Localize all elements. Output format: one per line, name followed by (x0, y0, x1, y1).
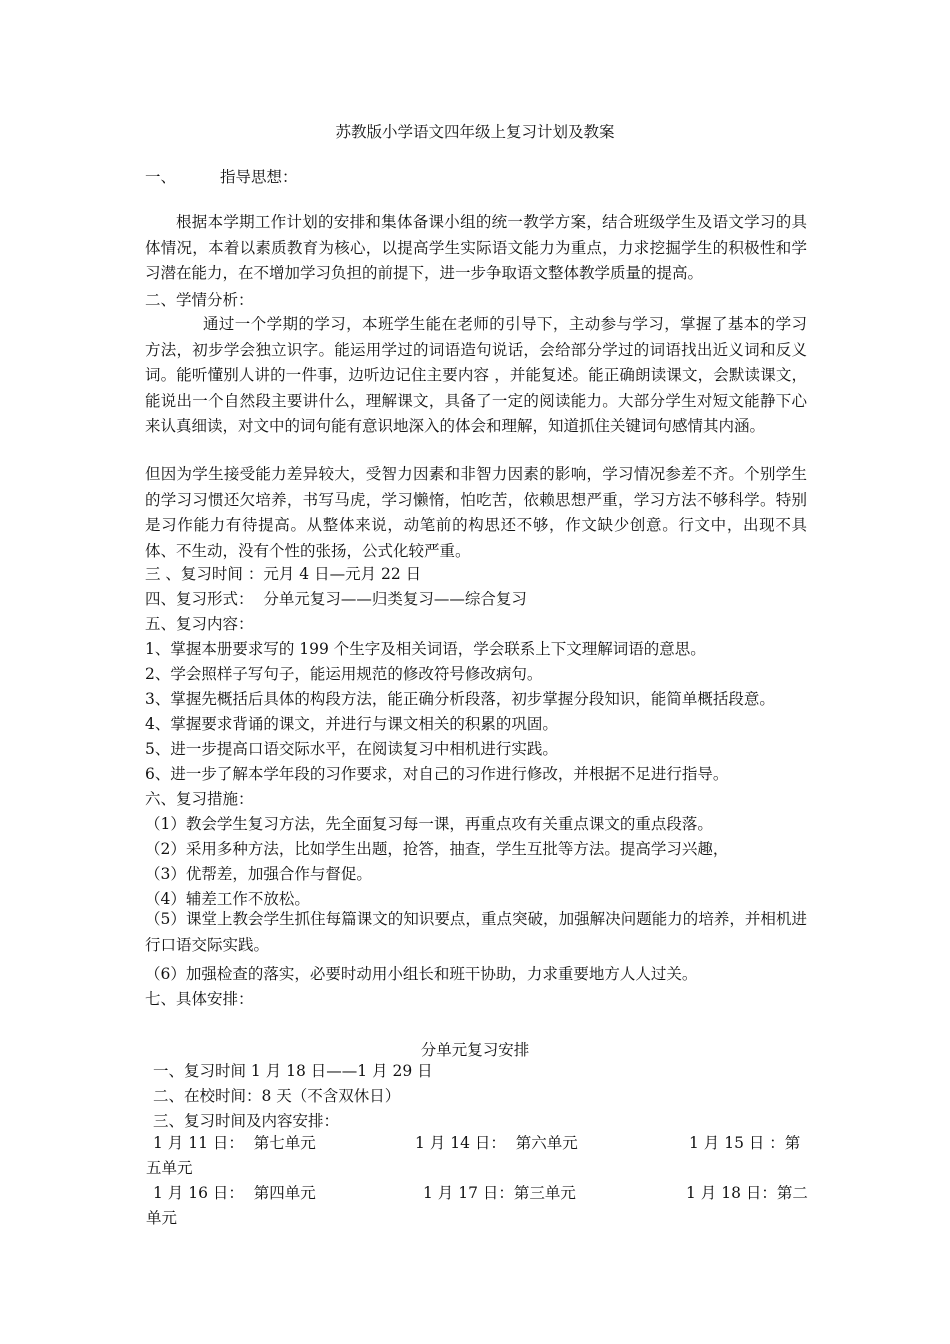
content-item: 4、掌握要求背诵的课文，并进行与课文相关的积累的巩固。 (145, 715, 558, 733)
measure-item: （1）教会学生复习方法，先全面复习每一课，再重点攻有关重点课文的重点段落。 (145, 815, 713, 833)
section-heading-review-measures: 六、复习措施： (145, 790, 254, 808)
arrangement-item: 一、复习时间 1 月 18 日——1 月 29 日 (153, 1062, 433, 1080)
section-heading-specific-arrangement: 七、具体安排： (145, 990, 254, 1008)
content-item: 5、进一步提高口语交际水平，在阅读复习中相机进行实践。 (145, 740, 558, 758)
section-heading-review-form: 四、复习形式： 分单元复习——归类复习——综合复习 (145, 590, 527, 608)
schedule-cell-continuation: 五单元 (146, 1159, 193, 1177)
section-heading-review-content: 五、复习内容： (145, 615, 254, 633)
section-heading-guiding-thought (145, 167, 298, 187)
measure-item: （3）优帮差，加强合作与督促。 (145, 865, 372, 883)
schedule-row-1 (146, 1131, 809, 1181)
schedule-cell: 1 月 17 日：第三单元 (423, 1184, 576, 1202)
measure-item: （6）加强检查的落实，必要时动用小组长和班干协助，力求重要地方人人过关。 (145, 965, 698, 983)
arrangement-item: 二、在校时间：8 天（不含双休日） (153, 1087, 401, 1105)
section-label: 指导思想： (220, 168, 298, 186)
measure-item: （4）辅差工作不放松。 (145, 890, 310, 908)
schedule-row-2 (146, 1181, 809, 1231)
paragraph-student-problems: 但因为学生接受能力差异较大，受智力因素和非智力因素的影响，学习情况参差不齐。个别学生的学习习惯还欠培养，书写马虎，学习懒惰，怕吃苦，依赖思想严重，学习方法不够科学。特别是习作能力有待提高。从整体来说，动笔前的构思还不够，作文缺少创意。行文中，出现不具体、不生动，没有个性的张扬，公式化较严重。 (145, 465, 807, 560)
schedule-cell: 1 月 15 日 ：第 (689, 1134, 801, 1152)
content-item: 1、掌握本册要求写的 199 个生字及相关词语，学会联系上下文理解词语的意思。 (145, 640, 706, 658)
measure-item: （5）课堂上教会学生抓住每篇课文的知识要点，重点突破，加强解决问题能力的培养，并相机进行口语交际实践。 (145, 910, 807, 954)
document-title: 苏教版小学语文四年级上复习计划及教案 (335, 123, 615, 141)
section-number: 一、 (145, 168, 177, 186)
section-heading-student-analysis: 二、学情分析： (145, 291, 254, 309)
schedule-cell: 1 月 11 日： 第七单元 (153, 1134, 316, 1152)
schedule-subtitle: 分单元复习安排 (420, 1041, 530, 1059)
arrangement-item: 三、复习时间及内容安排： (153, 1112, 340, 1130)
content-item: 6、进一步了解本学年段的习作要求，对自己的习作进行修改，并根据不足进行指导。 (145, 765, 729, 783)
schedule-cell: 1 月 18 日：第二 (686, 1184, 808, 1202)
schedule-cell: 1 月 14 日： 第六单元 (415, 1134, 578, 1152)
content-item: 2、学会照样子写句子，能运用规范的修改符号修改病句。 (145, 665, 543, 683)
schedule-cell: 1 月 16 日： 第四单元 (153, 1184, 316, 1202)
section-heading-review-time: 三 、复习时间 ：元月 4 日—元月 22 日 (145, 565, 422, 583)
schedule-cell-continuation: 单元 (146, 1209, 178, 1227)
paragraph-student-analysis: 通过一个学期的学习，本班学生能在老师的引导下，主动参与学习，掌握了基本的学习方法，初步学会独立识字。能运用学过的词语造句说话，会给部分学过的词语找出近义词和反义词。能听懂别人讲的一件事，边听边记住主要内容 ，并能复述。能正确朗读课文，会默读课文，能说出一个自然段主要讲什么，理解课文，具备了一定的阅读能力。大部分学生对短文能静下心来认真细读，对文中的词句能有意识地深入的体会和理解，知道抓住关键词句感情其内涵。 (145, 315, 807, 435)
measure-item: （2）采用多种方法，比如学生出题，抢答，抽查，学生互批等方法。提高学习兴趣， (145, 840, 729, 858)
content-item: 3、掌握先概括后具体的构段方法，能正确分析段落，初步掌握分段知识，能简单概括段意。 (145, 690, 775, 708)
paragraph-guiding-thought: 根据本学期工作计划的安排和集体备课小组的统一教学方案，结合班级学生及语文学习的具体情况，本着以素质教育为核心，以提高学生实际语文能力为重点，力求挖掘学生的积极性和学习潜在能力，在不增加学习负担的前提下，进一步争取语文整体教学质量的提高。 (145, 213, 807, 282)
